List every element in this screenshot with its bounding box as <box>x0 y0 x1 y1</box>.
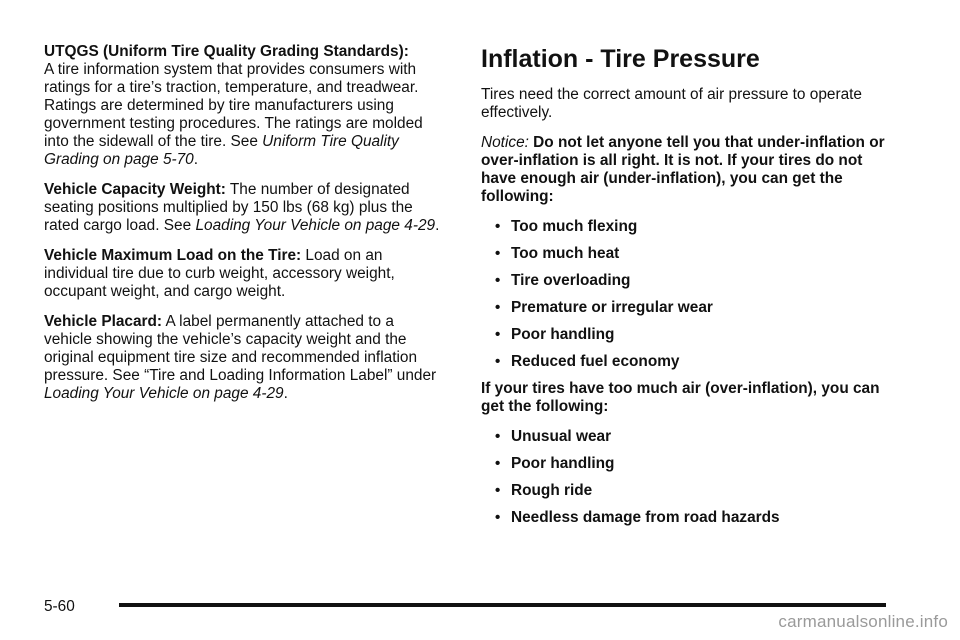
list-item <box>481 455 901 473</box>
period: . <box>193 151 199 168</box>
list-item <box>481 272 901 290</box>
list-item <box>481 245 901 263</box>
notice-paragraph <box>481 134 901 206</box>
list-item <box>481 353 901 371</box>
cross-reference-loading-vehicle: Loading Your Vehicle on page 4-29 <box>195 217 436 234</box>
bullet-icon: • <box>495 455 501 472</box>
period: . <box>283 385 288 402</box>
over-inflation-list <box>481 428 901 527</box>
bullet-icon: • <box>495 428 501 445</box>
left-column <box>44 43 444 415</box>
footer-rule <box>119 603 886 607</box>
list-item <box>481 482 901 500</box>
bullet-icon: • <box>495 245 501 262</box>
term-vehicle-maximum-load: Vehicle Maximum Load on the Tire: <box>44 247 302 264</box>
page-number: 5-60 <box>44 598 75 615</box>
watermark: carmanualsonline.info <box>778 612 948 631</box>
right-column <box>481 44 901 536</box>
definition-vehicle-placard <box>44 313 444 403</box>
list-item-text: Unusual wear <box>511 428 612 445</box>
definition-vehicle-maximum-load-text: Load on an individual tire due to curb weight, accessory weight, occupant weight, and cargo weight. <box>44 247 395 300</box>
section-heading: Inflation - Tire Pressure <box>481 45 760 73</box>
over-inflation-intro: If your tires have too much air (over-inflation), you can get the following: <box>481 380 880 415</box>
bullet-icon: • <box>495 326 501 343</box>
bullet-icon: • <box>495 299 501 316</box>
term-utqgs: UTQGS (Uniform Tire Quality Grading Standards): <box>44 43 409 60</box>
list-item-text: Reduced fuel economy <box>511 353 680 370</box>
definition-utqgs <box>44 43 444 169</box>
definition-vehicle-placard-text: A label permanently attached to a vehicle showing the vehicle’s capacity weight and the original equipment tire size and recommended inflation pressure. See “Tire and Loading Information Label” under <box>44 313 437 384</box>
list-item <box>481 509 901 527</box>
definition-vehicle-capacity-weight <box>44 181 444 235</box>
definition-vehicle-maximum-load <box>44 247 444 301</box>
notice-text: Do not let anyone tell you that under-inflation or over-inflation is all right. It is not. If your tires do not have enough air (under-inflation), you can get the following: <box>481 134 885 205</box>
list-item-text: Rough ride <box>511 482 593 499</box>
bullet-icon: • <box>495 482 501 499</box>
intro-paragraph: Tires need the correct amount of air pressure to operate effectively. <box>481 86 862 121</box>
list-item-text: Needless damage from road hazards <box>511 509 780 526</box>
term-vehicle-capacity-weight: Vehicle Capacity Weight: <box>44 181 226 198</box>
notice-label: Notice: <box>481 134 529 151</box>
list-item <box>481 326 901 344</box>
bullet-icon: • <box>495 218 501 235</box>
list-item <box>481 299 901 317</box>
bullet-icon: • <box>495 353 501 370</box>
term-vehicle-placard: Vehicle Placard: <box>44 313 163 330</box>
list-item-text: Too much flexing <box>511 218 638 235</box>
list-item-text: Premature or irregular wear <box>511 299 713 316</box>
cross-reference-loading-vehicle-2: Loading Your Vehicle on page 4-29 <box>44 385 284 402</box>
list-item <box>481 218 901 236</box>
definition-utqgs-text: A tire information system that provides consumers with ratings for a tire’s traction, temperature, and treadwear. Ratings are determined by tire manufacturers using government testing procedures. The ratings are molded into the sidewall of the tire. See <box>44 61 423 150</box>
list-item-text: Tire overloading <box>511 272 631 289</box>
bullet-icon: • <box>495 272 501 289</box>
under-inflation-list <box>481 218 901 371</box>
period: . <box>435 217 440 234</box>
list-item <box>481 428 901 446</box>
list-item-text: Poor handling <box>511 326 615 343</box>
list-item-text: Poor handling <box>511 455 615 472</box>
bullet-icon: • <box>495 509 501 526</box>
cross-reference-utqg: Uniform Tire Quality Grading on page 5-70 <box>44 133 399 168</box>
list-item-text: Too much heat <box>511 245 620 262</box>
definition-vehicle-capacity-weight-text: The number of designated seating positions multiplied by 150 lbs (68 kg) plus the rated cargo load. See <box>44 181 413 234</box>
